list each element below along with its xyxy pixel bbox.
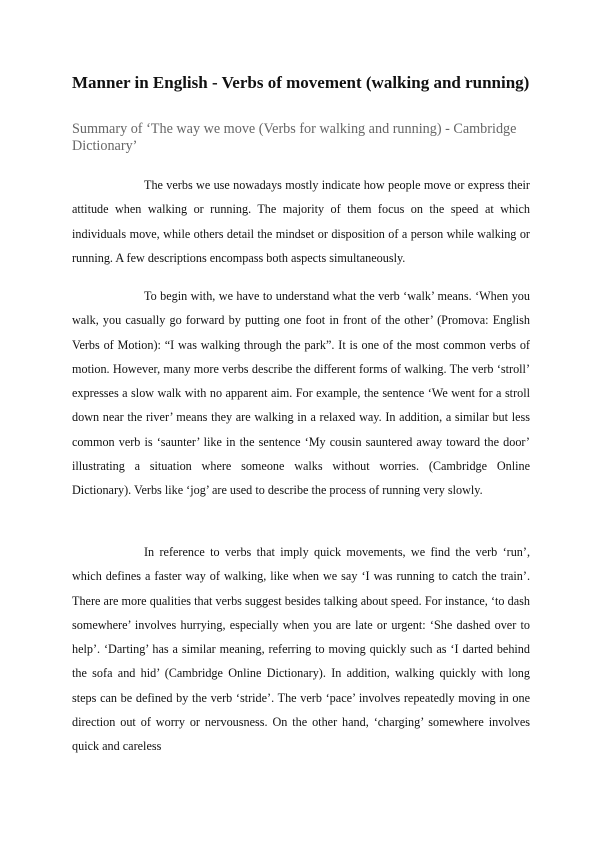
paragraph-walking-verbs: To begin with, we have to understand what the verb ‘walk’ means. ‘When you walk, you casually go forward by putting one foot in front of the other’ (Promova: English Verbs of Motion): “I was walking through the park”. It is one of the most common verbs of motion. However, many more verbs describe the different forms of walking. The verb ‘stroll’ expresses a slow walk with no apparent aim. For example, the sentence ‘We went for a stroll down near the river’ means they are walking in a relaxed way. In addition, a similar but less common verb is ‘saunter’ like in the sentence ‘My cousin sauntered away toward the door’ illustrating a situation where someone walks without worries. (Cambridge Online Dictionary). Verbs like ‘jog’ are used to describe the process of running very slowly. xyxy=(72,289,530,498)
paragraph-intro: The verbs we use nowadays mostly indicate how people move or express their attitude when walking or running. The majority of them focus on the speed at which individuals move, while others detail the mindset or disposition of a person while walking or running. A few descriptions encompass both aspects simultaneously. xyxy=(72,178,530,265)
paragraph-quick-movement-verbs: In reference to verbs that imply quick movements, we find the verb ‘run’, which defines a faster way of walking, like when we say ‘I was running to catch the train’. There are more qualities that verbs suggest besides talking about speed. For instance, ‘to dash somewhere’ involves hurrying, especially when you are late or urgent: ‘She dashed over to help’. ‘Darting’ has a similar meaning, referring to moving quickly such as ‘I darted behind the sofa and hid’ (Cambridge Online Dictionary). In addition, walking quickly with long steps can be defined by the verb ‘stride’. The verb ‘pace’ involves repeatedly moving in one direction out of worry or nervousness. On the other hand, ‘charging’ somewhere involves quick and careless xyxy=(72,545,530,754)
document-title: Manner in English - Verbs of movement (walking and running) xyxy=(72,73,530,92)
document-subtitle: Summary of ‘The way we move (Verbs for walking and running) - Cambridge Dictionary’ xyxy=(72,121,517,154)
